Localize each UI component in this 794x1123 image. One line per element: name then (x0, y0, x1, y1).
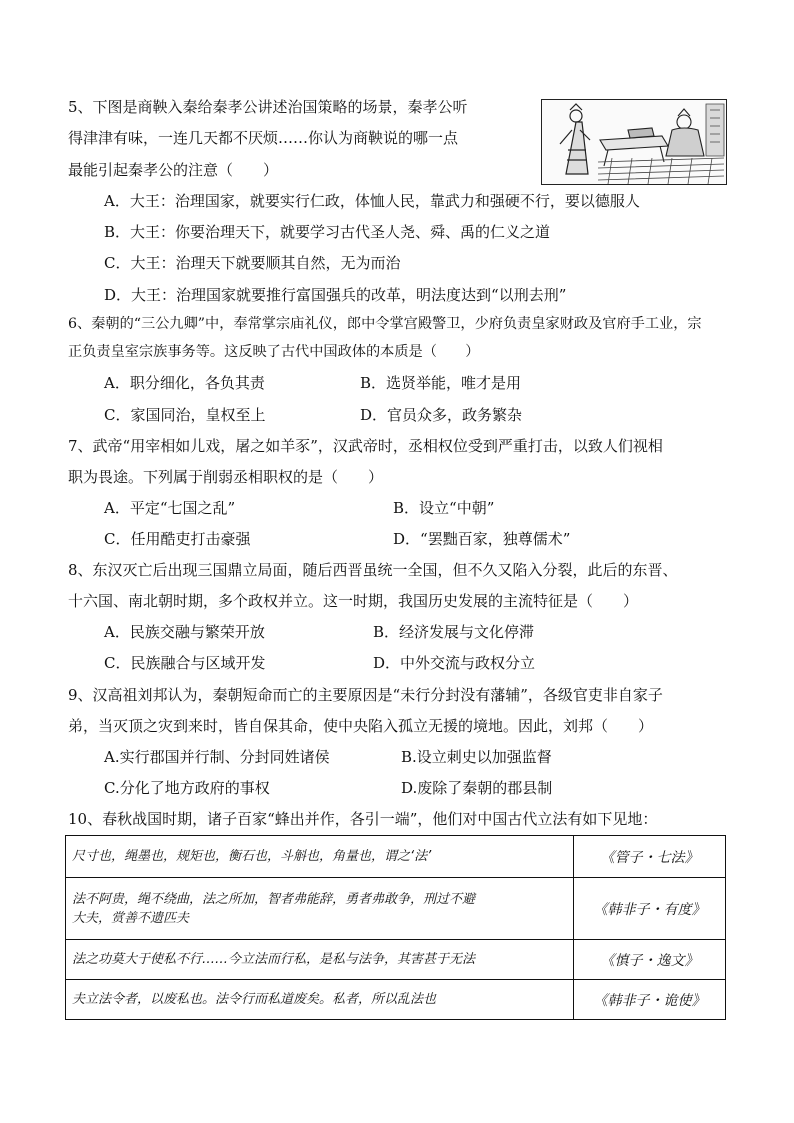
q7-stem-line-1: 7、武帝“用宰相如儿戏，屠之如羊豕”，汉武帝时，丞相权位受到严重打击，以致人们视相 (68, 437, 663, 455)
q5-stem-line-1: 5、下图是商鞅入秦给秦孝公讲述治国策略的场景，秦孝公听 (68, 98, 468, 116)
q5-option-b: B．大王：你要治理天下，就要学习古代圣人尧、舜、禹的仁义之道 (104, 223, 551, 241)
source-cell: 《韩非子・有度》 (574, 878, 726, 940)
q6-option-b: B．选贤举能，唯才是用 (360, 374, 522, 392)
quote-text: 法不阿贵，绳不绕曲，法之所加，智者弗能辞，勇者弗敢争，刑过不避 (72, 891, 476, 907)
q7-option-d: D．“罢黜百家，独尊儒术” (393, 530, 571, 548)
shang-yang-illustration (541, 99, 727, 185)
q8-option-a: A．民族交融与繁荣开放 (104, 623, 265, 641)
quote-text: 大夫，赏善不遗匹夫 (72, 910, 190, 926)
quote-cell (66, 980, 574, 1020)
q7-stem-line-2: 职为畏途。下列属于削弱丞相职权的是（ ） (68, 468, 384, 486)
quote-cell (66, 836, 574, 878)
q6-option-d: D．官员众多，政务繁杂 (360, 406, 523, 424)
q9-option-d: D.废除了秦朝的郡县制 (401, 779, 553, 797)
quote-cell (66, 940, 574, 980)
quote-text: 法之功莫大于使私不行……今立法而行私，是私与法争，其害甚于无法 (72, 952, 476, 967)
q9-stem-line-2: 弟，当灭顶之灾到来时，皆自保其命，使中央陷入孤立无援的境地。因此，刘邦（ ） (68, 717, 654, 735)
source-cell: 《慎子・逸文》 (574, 940, 726, 980)
q6-option-a: A．职分细化，各负其责 (104, 374, 265, 392)
q5-option-d: D．大王：治理国家就要推行富国强兵的改革，明法度达到“以刑去刑” (104, 286, 567, 304)
quote-text: 尺寸也，绳墨也，规矩也，衡石也，斗斛也，角量也，谓之‘法’ (72, 849, 432, 864)
q8-option-b: B．经济发展与文化停滞 (373, 623, 535, 641)
q8-stem-line-2: 十六国、南北朝时期，多个政权并立。这一时期，我国历史发展的主流特征是（ ） (68, 592, 639, 610)
q6-stem-line-1: 6、秦朝的“三公九卿”中，奉常掌宗庙礼仪，郎中令掌宫殿警卫，少府负责皇家财政及官府手工业，宗 (68, 316, 702, 332)
q5-stem-line-2: 得津津有味，一连几天都不厌烦……你认为商鞅说的哪一点 (68, 129, 459, 147)
q7-option-c: C．任用酷吏打击豪强 (104, 530, 251, 548)
q9-option-c: C.分化了地方政府的事权 (104, 779, 270, 797)
law-quotes-table (65, 835, 726, 1020)
q8-option-d: D．中外交流与政权分立 (373, 654, 536, 672)
q9-option-a: A.实行郡国并行制、分封同姓诸侯 (104, 748, 330, 766)
q8-stem-line-1: 8、东汉灭亡后出现三国鼎立局面，随后西晋虽统一全国，但不久又陷入分裂，此后的东晋、 (68, 561, 678, 579)
q7-option-a: A．平定“七国之乱” (104, 499, 236, 517)
q7-option-b: B．设立“中朝” (393, 499, 495, 517)
source-cell: 《管子・七法》 (574, 836, 726, 878)
q10-stem: 10、春秋战国时期，诸子百家“蜂出并作，各引一端”，他们对中国古代立法有如下见地： (68, 810, 658, 828)
quote-text: 夫立法令者，以废私也。法令行而私道废矣。私者，所以乱法也 (72, 992, 437, 1007)
q9-stem-line-1: 9、汉高祖刘邦认为，秦朝短命而亡的主要原因是“未行分封没有藩辅”，各级官吏非自家子 (68, 686, 663, 704)
table-row (66, 940, 726, 980)
q9-option-b: B.设立刺史以加强监督 (401, 748, 552, 766)
quote-cell (66, 878, 574, 940)
q6-option-c: C．家国同治，皇权至上 (104, 406, 266, 424)
table-row (66, 878, 726, 940)
table-row (66, 836, 726, 878)
q5-stem-line-3: 最能引起秦孝公的注意（ ） (68, 161, 279, 179)
q5-option-a: A．大王：治理国家，就要实行仁政，体恤人民，靠武力和强硬不行，要以德服人 (104, 192, 640, 210)
table-row (66, 980, 726, 1020)
q6-stem-line-2: 正负责皇室宗族事务等。这反映了古代中国政体的本质是（ ） (68, 344, 480, 360)
q8-option-c: C．民族融合与区域开发 (104, 654, 266, 672)
q5-option-c: C．大王：治理天下就要顺其自然，无为而治 (104, 254, 401, 272)
source-cell: 《韩非子・诡使》 (574, 980, 726, 1020)
